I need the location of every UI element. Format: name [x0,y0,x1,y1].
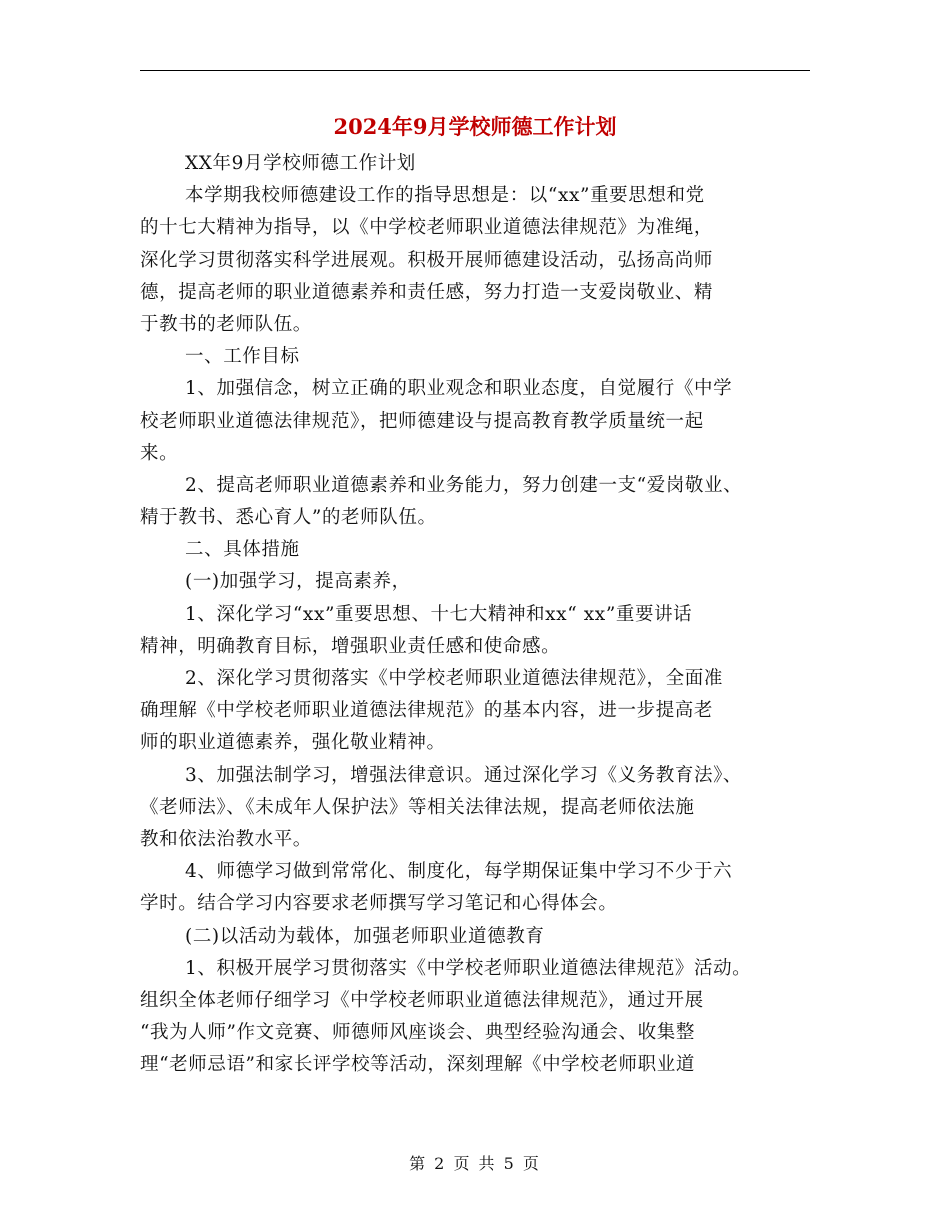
body-line: 师的职业道德素养，强化敬业精神。 [140,732,446,754]
page-number: 第 2 页 共 5 页 [409,1154,541,1173]
document-body [140,148,820,1081]
body-line: XX年9月学校师德工作计划 [185,153,416,174]
body-line: 1、积极开展学习贯彻落实《中学校老师职业道德法律规范》活动。 [185,957,752,979]
body-line: 精神，明确教育目标，增强职业责任感和使命感。 [140,635,561,657]
body-line: 学时。结合学习内容要求老师撰写学习笔记和心得体会。 [140,893,618,915]
body-line: “我为人师”作文竞赛、师德师风座谈会、典型经验沟通会、收集整 [140,1022,695,1044]
body-line: 德，提高老师的职业道德素养和责任感，努力打造一支爱岗敬业、精 [140,281,714,303]
body-line: 3、加强法制学习，增强法律意识。通过深化学习《义务教育法》、 [185,764,743,786]
body-line: 二、具体措施 [185,539,300,561]
body-line: 理“老师忌语”和家长评学校等活动，深刻理解《中学校老师职业道 [140,1054,695,1076]
body-line: 1、深化学习“xx”重要思想、十七大精神和xx“ xx”重要讲话 [185,603,693,625]
document-title: 2024年9月学校师德工作计划 [333,114,617,139]
body-line: (一)加强学习，提高素养， [185,571,411,593]
body-line: 本学期我校师德建设工作的指导思想是：以“xx”重要思想和党 [185,185,705,207]
body-line: 2、提高老师职业道德素养和业务能力，努力创建一支“爱岗敬业、 [185,474,743,496]
body-line: 4、师德学习做到常常化、制度化，每学期保证集中学习不少于六 [185,861,733,883]
body-line: 深化学习贯彻落实科学进展观。积极开展师德建设活动，弘扬高尚师 [140,249,714,271]
body-line: 组织全体老师仔细学习《中学校老师职业道德法律规范》，通过开展 [140,989,704,1011]
body-line: 来。 [140,442,179,464]
body-line: 于教书的老师队伍。 [140,313,312,335]
header-rule [140,70,810,71]
body-line: 确理解《中学校老师职业道德法律规范》的基本内容，进一步提高老 [140,700,714,722]
body-line: 教和依法治教水平。 [140,828,312,850]
body-line: 1、加强信念，树立正确的职业观念和职业态度，自觉履行《中学 [185,378,733,400]
body-line: 2、深化学习贯彻落实《中学校老师职业道德法律规范》，全面准 [185,668,723,689]
body-line: 精于教书、悉心育人”的老师队伍。 [140,507,437,529]
body-line: 一、工作目标 [185,346,300,368]
body-line: 的十七大精神为指导，以《中学校老师职业道德法律规范》为准绳， [140,217,714,239]
body-line: 校老师职业道德法律规范》，把师德建设与提高教育教学质量统一起 [140,410,704,432]
body-line: (二)以活动为载体，加强老师职业道德教育 [185,925,545,947]
body-line: 《老师法》、《未成年人保护法》等相关法律法规，提高老师依法施 [140,796,695,818]
